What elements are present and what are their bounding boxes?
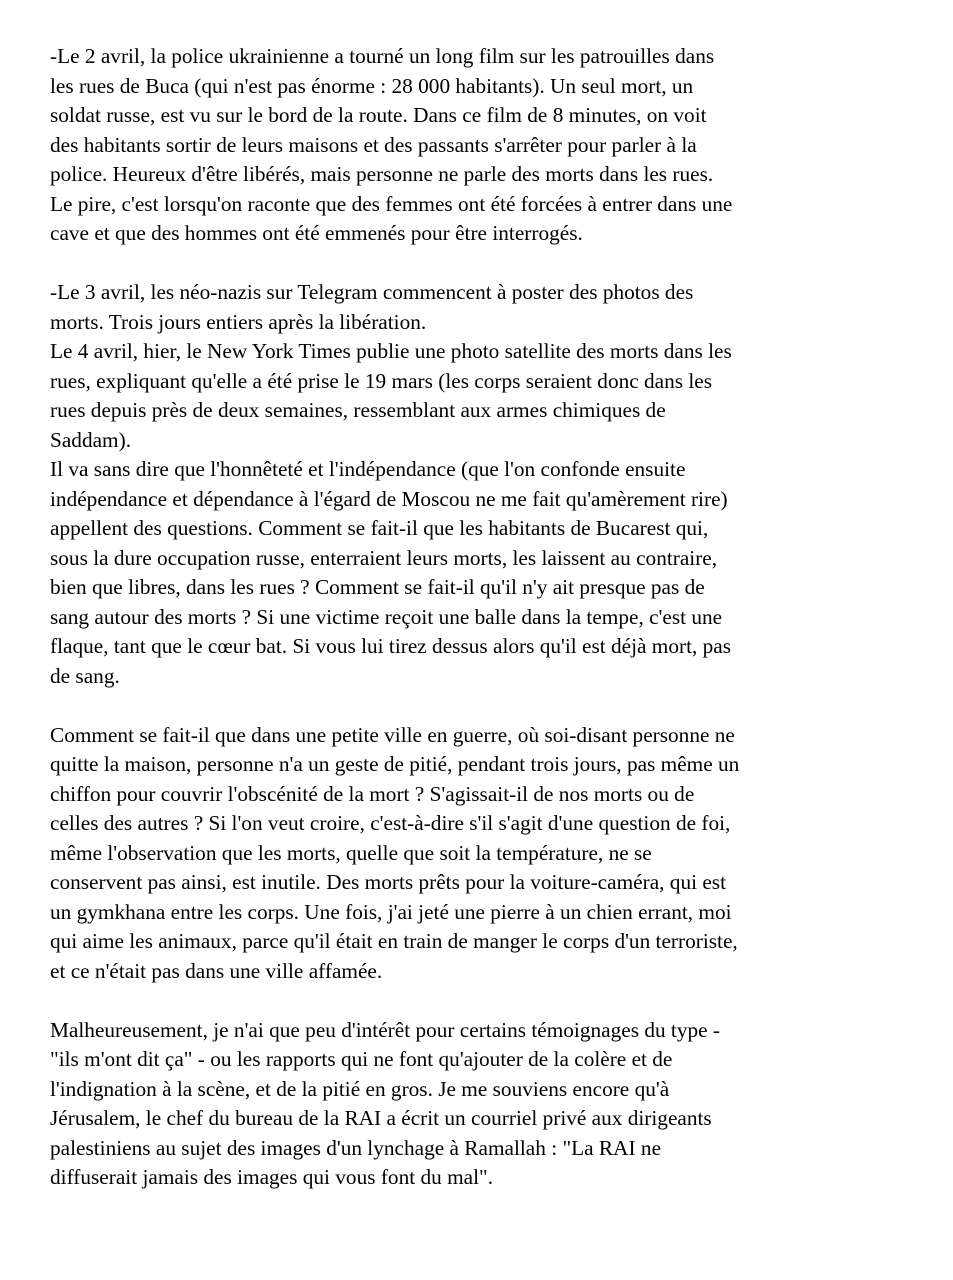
text-line: chiffon pour couvrir l'obscénité de la mort ? S'agissait-il de nos morts ou de <box>50 781 695 806</box>
document-page <box>50 42 895 1193</box>
text-line: de sang. <box>50 663 120 688</box>
text-line: "ils m'ont dit ça" - ou les rapports qui ne font qu'ajouter de la colère et de <box>50 1047 673 1071</box>
text-line: Il va sans dire que l'honnêteté et l'indépendance (que l'on confonde ensuite <box>50 457 686 481</box>
text-line: -Le 2 avril, la police ukrainienne a tourné un long film sur les patrouilles dans <box>50 44 715 68</box>
text-line: même l'observation que les morts, quelle que soit la température, ne se <box>50 840 652 865</box>
text-line: flaque, tant que le cœur bat. Si vous lui tirez dessus alors qu'il est déjà mort, pas <box>50 634 732 658</box>
text-line: les rues de Buca (qui n'est pas énorme : 28 000 habitants). Un seul mort, un <box>50 73 694 98</box>
text-line: des habitants sortir de leurs maisons et des passants s'arrêter pour parler à la <box>50 132 697 157</box>
text-line: sang autour des morts ? Si une victime reçoit une balle dans la tempe, c'est une <box>50 604 723 629</box>
paragraph-small-town <box>50 721 895 987</box>
text-line: indépendance et dépendance à l'égard de Moscou ne me fait qu'amèrement rire) <box>50 486 728 511</box>
paragraph-gap <box>50 986 895 1016</box>
text-line: un gymkhana entre les corps. Une fois, j'ai jeté une pierre à un chien errant, moi <box>50 899 732 924</box>
text-line: Le 4 avril, hier, le New York Times publie une photo satellite des morts dans les <box>50 339 732 363</box>
paragraph-gap <box>50 249 895 279</box>
text-line: appellent des questions. Comment se fait-il que les habitants de Bucarest qui, <box>50 516 709 540</box>
paragraph-april-3-4 <box>50 278 895 691</box>
text-line: cave et que des hommes ont été emmenés pour être interrogés. <box>50 221 583 245</box>
text-line: qui aime les animaux, parce qu'il était en train de manger le corps d'un terroriste, <box>50 929 738 953</box>
text-line: morts. Trois jours entiers après la libération. <box>50 309 427 334</box>
text-line: police. Heureux d'être libérés, mais personne ne parle des morts dans les rues. <box>50 162 714 186</box>
text-line: Comment se fait-il que dans une petite ville en guerre, où soi-disant personne ne <box>50 722 735 747</box>
paragraph-testimonies <box>50 1016 895 1193</box>
text-line: bien que libres, dans les rues ? Comment se fait-il qu'il n'y ait presque pas de <box>50 575 705 599</box>
text-line: celles des autres ? Si l'on veut croire, c'est-à-dire s'il s'agit d'une question de foi, <box>50 811 731 835</box>
text-line: Malheureusement, je n'ai que peu d'intérêt pour certains témoignages du type - <box>50 1017 721 1042</box>
text-line: sous la dure occupation russe, enterraient leurs morts, les laissent au contraire, <box>50 545 718 570</box>
text-line: soldat russe, est vu sur le bord de la route. Dans ce film de 8 minutes, on voit <box>50 103 707 127</box>
text-line: conservent pas ainsi, est inutile. Des morts prêts pour la voiture-caméra, qui est <box>50 870 726 894</box>
text-line: rues, expliquant qu'elle a été prise le 19 mars (les corps seraient donc dans les <box>50 368 713 393</box>
text-line: Jérusalem, le chef du bureau de la RAI a écrit un courriel privé aux dirigeants <box>50 1106 712 1130</box>
text-line: et ce n'était pas dans une ville affamée. <box>50 958 383 983</box>
text-line: diffuserait jamais des images qui vous font du mal". <box>50 1165 494 1189</box>
paragraph-gap <box>50 691 895 721</box>
text-line: l'indignation à la scène, et de la pitié en gros. Je me souviens encore qu'à <box>50 1076 670 1101</box>
text-line: Saddam). <box>50 427 132 452</box>
text-line: rues depuis près de deux semaines, ressemblant aux armes chimiques de <box>50 398 666 422</box>
text-line: Le pire, c'est lorsqu'on raconte que des femmes ont été forcées à entrer dans une <box>50 191 733 216</box>
text-line: quitte la maison, personne n'a un geste de pitié, pendant trois jours, pas même un <box>50 752 740 776</box>
text-line: palestiniens au sujet des images d'un lynchage à Ramallah : "La RAI ne <box>50 1135 662 1160</box>
paragraph-april-2 <box>50 42 895 249</box>
text-line: -Le 3 avril, les néo-nazis sur Telegram commencent à poster des photos des <box>50 280 694 304</box>
